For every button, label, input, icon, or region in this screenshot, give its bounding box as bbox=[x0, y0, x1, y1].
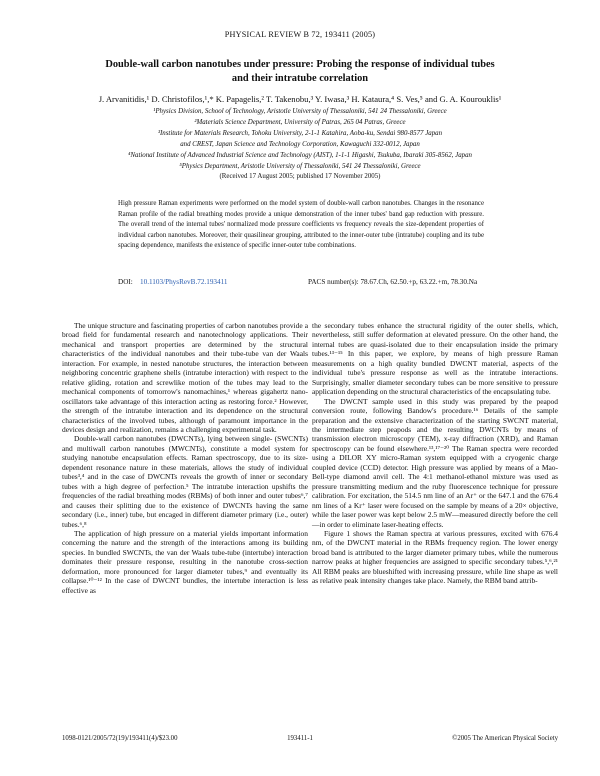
author-list: J. Arvanitidis,¹ D. Christofilos,¹,* K. Papagelis,² T. Takenobu,³ Y. Iwasa,³ H. Kataura,⁴ S. Ves,⁵ and G. A. Kourouklis¹ bbox=[98, 94, 502, 104]
journal-header: PHYSICAL REVIEW B 72, 193411 (2005) bbox=[224, 30, 376, 39]
doi-link[interactable]: 10.1103/PhysRevB.72.193411 bbox=[140, 278, 228, 286]
footer-page-number: 193411-1 bbox=[287, 735, 313, 742]
affiliation-4: ⁴National Institute of Advanced Industrial Science and Technology (AIST), 1-1-1 Higashi, Tsukuba, Ibaraki 305-8562, Japan bbox=[128, 151, 472, 159]
affiliations bbox=[20, 107, 580, 172]
affiliation-2: ²Materials Science Department, University of Patras, 265 04 Patras, Greece bbox=[194, 118, 406, 126]
body-paragraph: The unique structure and fascinating properties of carbon nanotubes provide a broad field for fundamental research and nanotechnology applications. Their mechanical and transport properties are determined by the structural characteristics of the individual nanotubes and their tube-tube van der Waals interaction. For example, in nested nanotube structures, the interaction between neighboring concentric graphene shells (intratube interaction) with respect to the relative gliding, rotation and screwlike motion of the tubes may lead to the mechanical components of tomorrow's nanomachines,¹ whereas gigahertz nano-oscillators take advantage of this interaction acting as restoring force.² However, the strength of the intratube interaction and its dependence on the structural characteristics of the involved tubes, although of paramount importance in the devices design and realization, remains a challenging experimental task. bbox=[62, 321, 308, 434]
title-line-1: Double-wall carbon nanotubes under pressure: Probing the response of individual tubes bbox=[105, 59, 495, 70]
doi-label: DOI: bbox=[118, 278, 133, 286]
body-paragraph: Double-wall carbon nanotubes (DWCNTs), lying between single- (SWCNTs) and multiwall carbon nanotubes (MWCNTs), constitute a model system for studying nanotube encapsulation effects. Raman spectroscopy, due to its size-dependent resonance nature in these materials, allows the study of individual tubes³,⁴ and in the case of DWCNTs reveals the growth of inner or secondary tubes with a high degree of perfection.⁵ The intratube interaction upshifts the frequencies of the radial breathing modes (RBMs) of both inner and outer tubes⁶,⁷ and causes their splitting due to the existence of DWCNTs having the same secondary (i.e., inner) tube, but encaged in different diameter primary (i.e., outer) tubes.⁶,⁸ bbox=[62, 434, 308, 529]
body-paragraph: Figure 1 shows the Raman spectra at various pressures, excited with 676.4 nm, of the DWCNT material in the RBMs frequency region. The lower energy broad band is attributed to the larger diameter primary tubes, while the numerous narrow peaks at higher frequencies are assigned to specific secondary tubes.⁵,⁶,²¹ All RBM peaks are blueshifted with increasing pressure, while line shape as well as relative peak intensity changes take place. Namely, the RBM band attrib- bbox=[312, 528, 558, 586]
affiliation-1: ¹Physics Division, School of Technology, Aristotle University of Thessaloniki, 541 24 Thessaloniki, Greece bbox=[153, 108, 447, 115]
footer-issn: 1098-0121/2005/72(19)/193411(4)/$23.00 bbox=[62, 735, 178, 742]
received-dates: (Received 17 August 2005; published 17 November 2005) bbox=[219, 173, 381, 180]
body-paragraph: the secondary tubes enhance the structural rigidity of the outer shells, which, nevertheless, still suffer deformation at elevated pressure. On the other hand, the internal tubes are quasi-isolated due to their encapsulation inside the primary tubes.¹³⁻¹⁵ In this paper, we explore, by means of high pressure Raman measurements on a high quality bundled DWCNT material, aspects of the individual tube's pressure response as well as the intratube interactions. Surprisingly, smaller diameter secondary tubes can be more sensitive to pressure application depending on the structural characteristics of the encapsulating tube. bbox=[312, 321, 558, 397]
affiliation-3-cont: and CREST, Japan Science and Technology Corporation, Kawaguchi 332-0012, Japan bbox=[180, 140, 420, 148]
left-column bbox=[62, 321, 308, 595]
affiliation-5: ⁵Physics Department, Aristotle University of Thessaloniki, 541 24 Thessaloniki, Greece bbox=[179, 162, 421, 170]
article-title bbox=[40, 58, 560, 86]
footer-copyright: ©2005 The American Physical Society bbox=[452, 735, 558, 742]
body-paragraph: The DWCNT sample used in this study was prepared by the peapod conversion route, following Bandow's procedure.¹⁶ Details of the sample preparation and the extensive characterization of the starting SWCNT material, the intermediate step peapods and the resulting DWCNTs by means of transmission electron microscopy (TEM), x-ray diffraction (XRD), and Raman spectroscopy can be found elsewhere.¹³,¹⁷⁻²⁰ The Raman spectra were recorded using a DILOR XY micro-Raman system equipped with a cryogenic charge coupled device (CCD) detector. High pressure was applied by means of a Mao-Bell-type diamond anvil cell. The 4:1 methanol-ethanol mixture was used as pressure transmitting medium and the ruby fluorescence technique for pressure calibration. For excitation, the 514.5 nm line of an Ar⁺ or the 647.1 and the 676.4 nm lines of a Kr⁺ laser were focused on the sample by means of a 20× objective, while the laser power was kept below 2.5 mW—measured directly before the cell—in order to eliminate laser-heating effects. bbox=[312, 396, 558, 529]
right-column bbox=[312, 321, 558, 586]
title-line-2: and their intratube correlation bbox=[231, 73, 369, 84]
body-paragraph: The application of high pressure on a material yields important information concerning the nature and the strength of the interactions among its building species. In bundled SWCNTs, the van der Waals tube-tube (intertube) interaction dominates their pressure response, resulting in the nanotube cross-section deformation, more pronounced for larger diameter tubes,⁹ and eventually its collapse.¹⁰⁻¹² In the case of DWCNT bundles, the intertube interaction is less effective as bbox=[62, 528, 308, 595]
affiliation-3: ³Institute for Materials Research, Tohoku University, 2-1-1 Katahira, Aoba-ku, Sendai 980-8577 Japan bbox=[157, 129, 443, 137]
abstract: High pressure Raman experiments were performed on the model system of double-wall carbon nanotubes. Changes in the resonance Raman profile of the radial breathing modes provide a unique demonstration of the inner tubes' band gap reduction with pressure. The overall trend of the internal tubes' normalized mode pressure coefficients vs frequency reveals the size-dependent properties of individual carbon nanotubes. Moreover, their quasilinear grouping, attributed to the inner-outer tube (intratube) coupling and its tube spacing dependence, manifests the existence of specific inner-outer tube combinations. bbox=[118, 200, 484, 250]
pacs-numbers: PACS number(s): 78.67.Ch, 62.50.+p, 63.22.+m, 78.30.Na bbox=[308, 278, 478, 286]
